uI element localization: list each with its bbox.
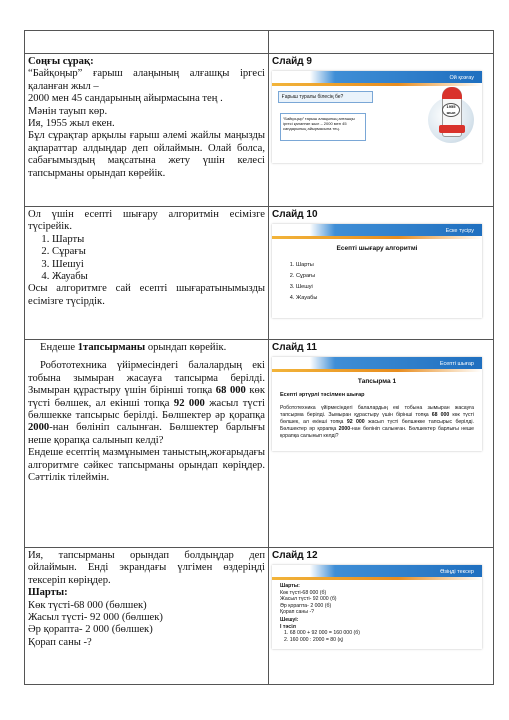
slide-note-box: “Байқоңыр” ғарыш алаңының алғашқы іргесі қаланған жыл – 2000 мен 45 сандарының айырмасына тең. bbox=[280, 113, 366, 141]
table-row-empty bbox=[25, 31, 494, 54]
text-span: -нан бөлініп салынған. Бөлшектер барлығы неше қорапқа салынып келді? bbox=[28, 422, 265, 446]
task-instruction: Ендеше есептің мазмұнымен таныстың,жоғарыдағы алгоритмге сәйкес тапсырманы орындап көріңдер. Сәттілік тілеймін. bbox=[28, 447, 265, 484]
condition-line: Қорап саны -? bbox=[28, 636, 92, 648]
number-span: 68 000 bbox=[215, 385, 246, 397]
slide-cell bbox=[269, 54, 494, 207]
slide-header-bar bbox=[272, 357, 482, 369]
text-span: жасыл түсті бөлшекке тапсырыс берілді. Бөлшектер әр қорапқа bbox=[28, 397, 265, 422]
number-span: 2000 bbox=[338, 426, 351, 433]
text-span: Ендеше bbox=[40, 342, 78, 353]
condition-line: Қорап саны -? bbox=[280, 609, 315, 616]
table-row bbox=[25, 54, 494, 207]
teacher-text-cell bbox=[25, 54, 269, 207]
condition-line: Жасыл түсті- 92 000 (бөлшек) bbox=[28, 612, 163, 624]
text-span: Робототехника үйірмесіндегі балалардың екі тобына зымыран жасауға тапсырма берілді. Зымыран құрастыру үшін бірінші топқа bbox=[28, 360, 265, 397]
list-item: 3. Шешуі bbox=[296, 282, 482, 293]
slide-cell bbox=[269, 548, 494, 685]
slide-10-thumbnail bbox=[272, 224, 482, 318]
text-span: көк түсті бөлшек, ал екінші топқа bbox=[280, 412, 474, 426]
text-span: -нан бөлініп салынған. Бөлшектер барлығы неше қорапқа салынып келді? bbox=[280, 426, 474, 440]
list-item: 1. Шарты bbox=[296, 260, 482, 271]
check-intro: Ия, тапсырманы орындап болдыңдар деп ойлаймын. Енді экрандағы үлгімен өздеріңді тексеріп көріңдер. bbox=[28, 550, 265, 586]
list-item: 4. Жауабы bbox=[296, 293, 482, 304]
teacher-text-cell bbox=[25, 340, 269, 548]
slide-solution bbox=[272, 580, 482, 646]
slide-method: I тәсіл bbox=[280, 623, 296, 630]
slide-problem-text bbox=[272, 401, 482, 444]
condition-line: Көк түсті-68 000 (б) bbox=[280, 589, 327, 596]
empty-cell-right bbox=[269, 31, 494, 54]
table-row bbox=[25, 548, 494, 685]
condition-line: Әр қорапта- 2 000 (б) bbox=[280, 602, 332, 609]
slide-9-thumbnail bbox=[272, 71, 482, 163]
teacher-text-cell bbox=[25, 207, 269, 340]
teacher-text-cell bbox=[25, 548, 269, 685]
number-span: 92 000 bbox=[346, 419, 365, 426]
slide-bar-title: Есепті шығар bbox=[439, 361, 474, 368]
task-name: 1тапсырманы bbox=[77, 342, 146, 353]
text-span: Робототехника үйірмесіндегі балалардың екі тобына зымыран жасауға тапсырма берілді. Зымыран құрастыру үшін бірінші топқа bbox=[280, 405, 474, 419]
algorithm-list bbox=[28, 234, 265, 284]
paragraph: Бұл сұрақтар арқылы ғарыш әлемі жайлы маңызды ақпараттар алдыңдар деп ойлаймын. Олай болса, сабағымыздың мақсатына жету үшін келесі тапсырманы орындап көрейік. bbox=[28, 130, 265, 179]
slide-solution-heading: Шешуі: bbox=[280, 617, 299, 624]
list-item: 4. Жауабы bbox=[52, 271, 265, 283]
table-row bbox=[25, 340, 494, 548]
slide-question-box: Ғарыш туралы білесің бе? bbox=[278, 91, 373, 103]
algorithm-outro: Осы алгоритмге сай есепті шығаратынымызды есімізге түсірдік. bbox=[28, 283, 265, 307]
condition-line: Көк түсті-68 000 (бөлшек) bbox=[28, 599, 147, 611]
slide-label: Слайд 12 bbox=[272, 550, 318, 561]
text-span: орындап көрейік. bbox=[145, 342, 227, 353]
empty-cell-left bbox=[25, 31, 269, 54]
slide-header-bar bbox=[272, 565, 482, 577]
list-item: 2. Сұрағы bbox=[52, 246, 265, 258]
slide-11-thumbnail bbox=[272, 357, 482, 451]
table-row bbox=[25, 207, 494, 340]
slide-cell bbox=[269, 207, 494, 340]
slide-title: Есепті шығару алгоритмі bbox=[336, 245, 418, 253]
slide-bar-title: Өзіңді тексер bbox=[440, 569, 474, 576]
paragraph: Мәнін тауып көр. bbox=[28, 105, 108, 117]
condition-line: Әр қорапта- 2 000 (бөлшек) bbox=[28, 624, 153, 636]
slide-title: Тапсырма 1 bbox=[357, 378, 397, 386]
number-span: 92 000 bbox=[173, 397, 205, 409]
rocket-nose-icon bbox=[442, 87, 462, 99]
list-item: 2. Сұрағы bbox=[296, 271, 482, 282]
slide-label: Слайд 11 bbox=[272, 342, 317, 353]
text-span: жасыл түсті бөлшекке тапсырыс берілді. Бөлшектер әр қорапқа bbox=[280, 419, 474, 433]
task-intro bbox=[28, 342, 265, 354]
rocket-fin-icon bbox=[439, 125, 465, 133]
slide-label: Слайд 9 bbox=[272, 56, 312, 67]
slide-label: Слайд 10 bbox=[272, 209, 318, 220]
slide-conditions-heading: Шарты: bbox=[280, 583, 300, 590]
paragraph: “Байқоңыр” ғарыш алаңының алғашқы іргесі қаланған жыл – bbox=[28, 68, 265, 92]
paragraph: 2000 мен 45 сандарының айырмасына тең . bbox=[28, 93, 223, 105]
task-problem-text bbox=[28, 360, 265, 447]
lesson-table bbox=[24, 30, 494, 685]
slide-header-bar bbox=[272, 71, 482, 83]
list-item: 1. Шарты bbox=[52, 234, 265, 246]
slide-cell bbox=[269, 340, 494, 548]
slide-header-bar bbox=[272, 224, 482, 236]
condition-line: Жасыл түсті- 92 000 (б) bbox=[280, 596, 337, 603]
year-badge: 1955 жыл bbox=[442, 103, 460, 117]
number-span: 2000 bbox=[28, 422, 50, 434]
paragraph: Ия, 1955 жыл екен. bbox=[28, 118, 115, 130]
slide-12-thumbnail bbox=[272, 565, 482, 649]
algorithm-intro: Ол үшін есепті шығару алгоритмін есімізге түсірейік. bbox=[28, 209, 265, 233]
final-question-heading: Соңғы сұрақ: bbox=[28, 56, 94, 67]
list-item: 3. Шешуі bbox=[52, 259, 265, 271]
conditions-heading: Шарты: bbox=[28, 587, 68, 599]
slide-algorithm-list bbox=[272, 260, 482, 304]
slide-bar-title: Еске түсіру bbox=[445, 228, 474, 235]
number-span: 68 000 bbox=[431, 412, 450, 419]
solution-step: 2. 160 000 : 2000 = 80 (қ) bbox=[284, 636, 344, 643]
text-span: көк түсті бөлшек, ал екінші топқа bbox=[28, 385, 265, 409]
solution-step: 1. 68 000 + 92 000 = 160 000 (б) bbox=[284, 630, 360, 637]
slide-bar-title: Ой қозғау bbox=[449, 75, 474, 82]
slide-subtitle: Есепті әртүрлі тәсілмен шығар bbox=[280, 391, 365, 398]
